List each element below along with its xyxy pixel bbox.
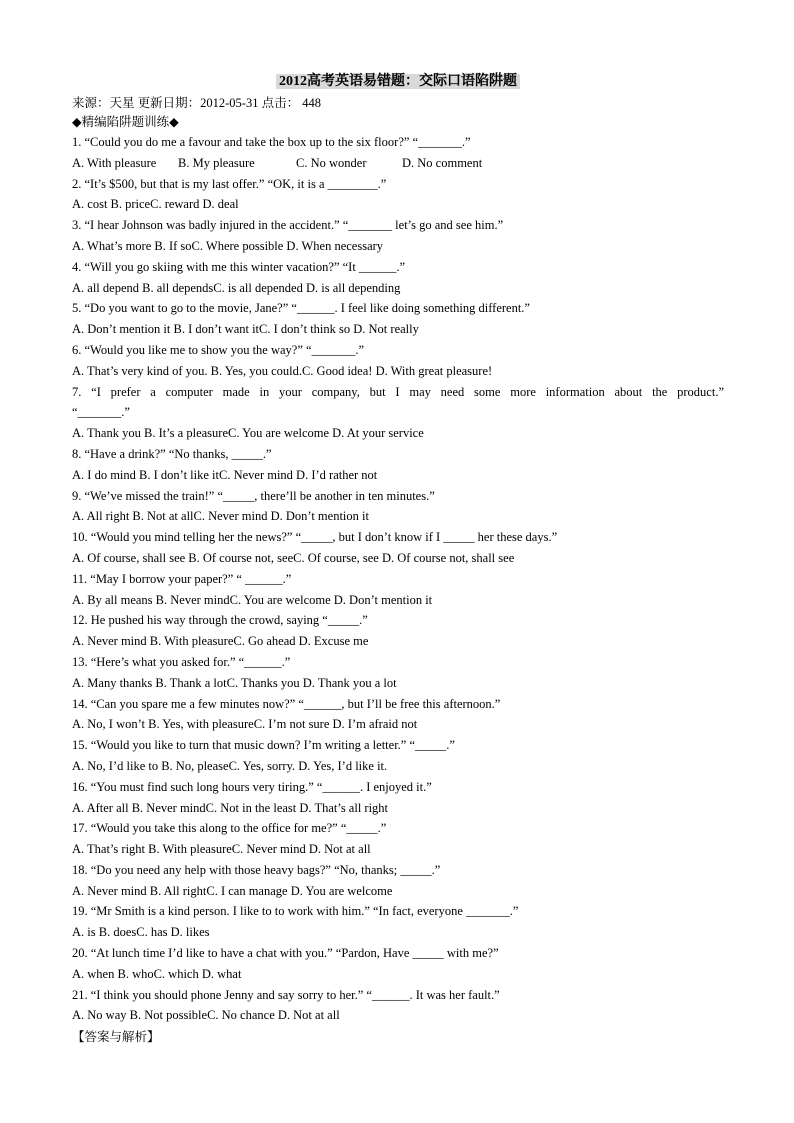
question-14: 14. “Can you spare me a few minutes now?” “______, but I’ll be free this afternoon.”	[72, 696, 501, 711]
option-c: C. No wonder	[296, 155, 367, 170]
question-16-options: A. After all B. Never mindC. Not in the least D. That’s all right	[72, 800, 389, 815]
question-8-options: A. I do mind B. I don’t like itC. Never mind D. I’d rather not	[72, 467, 378, 482]
question-4: 4. “Will you go skiing with me this winter vacation?” “It ______.”	[72, 259, 406, 274]
question-20-options: A. when B. whoC. which D. what	[72, 966, 242, 981]
question-7: 7. “I prefer a computer made in your company, but I may need some more information about the product.”	[72, 384, 724, 399]
question-5-options: A. Don’t mention it B. I don’t want itC. I don’t think so D. Not really	[72, 322, 419, 337]
question-19-options: A. is B. doesC. has D. likes	[72, 925, 210, 940]
question-1: 1. “Could you do me a favour and take the box up to the six floor?” “_______.”	[72, 135, 471, 149]
question-17: 17. “Would you take this along to the office for me?” “_____.”	[72, 821, 387, 836]
question-2: 2. “It’s $500, but that is my last offer.” “OK, it is a ________.”	[72, 176, 387, 191]
question-9-options: A. All right B. Not at allC. Never mind D. Don’t mention it	[72, 509, 369, 524]
question-13-options: A. Many thanks B. Thank a lotC. Thanks you D. Thank you a lot	[72, 675, 397, 690]
question-21: 21. “I think you should phone Jenny and say sorry to her.” “______. It was her fault.”	[72, 987, 500, 1002]
question-10-options: A. Of course, shall see B. Of course not, seeC. Of course, see D. Of course not, shall see	[72, 550, 515, 565]
question-16: 16. “You must find such long hours very tiring.” “______. I enjoyed it.”	[72, 779, 432, 794]
question-4-options: A. all depend B. all dependsC. is all depended D. is all depending	[72, 280, 401, 295]
question-10: 10. “Would you mind telling her the news?” “_____, but I don’t know if I _____ her these days.”	[72, 530, 558, 545]
section-heading: ◆精编陷阱题训练◆	[72, 115, 179, 129]
question-18-options: A. Never mind B. All rightC. I can manage D. You are welcome	[72, 883, 393, 898]
option-d: D. No comment	[402, 155, 483, 170]
question-14-options: A. No, I won’t B. Yes, with pleasureC. I’m not sure D. I’m afraid not	[72, 717, 418, 732]
answer-heading: 【答案与解析】	[72, 1030, 160, 1045]
question-11: 11. “May I borrow your paper?” “ ______.”	[72, 571, 292, 586]
question-3: 3. “I hear Johnson was badly injured in the accident.” “_______ let’s go and see him.”	[72, 218, 504, 233]
question-12: 12. He pushed his way through the crowd, saying “_____.”	[72, 613, 368, 628]
question-19: 19. “Mr Smith is a kind person. I like to to work with him.” “In fact, everyone _______.”	[72, 904, 519, 919]
question-20: 20. “At lunch time I’d like to have a chat with you.” “Pardon, Have _____ with me?”	[72, 946, 499, 961]
question-2-options: A. cost B. priceC. reward D. deal	[72, 197, 239, 212]
question-1-options	[72, 153, 724, 174]
question-15-options: A. No, I’d like to B. No, pleaseC. Yes, sorry. D. Yes, I’d like it.	[72, 758, 388, 773]
question-18: 18. “Do you need any help with those heavy bags?” “No, thanks; _____.”	[72, 862, 441, 877]
question-7-options: A. Thank you B. It’s a pleasureC. You are welcome D. At your service	[72, 426, 424, 441]
question-13: 13. “Here’s what you asked for.” “______.”	[72, 654, 291, 669]
question-7-continued: “_______.”	[72, 405, 130, 420]
document-meta: 来源：天星 更新日期：2012-05-31 点击： 448	[72, 96, 321, 110]
question-list	[72, 132, 724, 1026]
document-title: 2012高考英语易错题：交际口语陷阱题	[72, 72, 724, 92]
option-b: B. My pleasure	[178, 155, 255, 170]
question-15: 15. “Would you like to turn that music down? I’m writing a letter.” “_____.”	[72, 738, 455, 753]
question-6-options: A. That’s very kind of you. B. Yes, you could.C. Good idea! D. With great pleasure!	[72, 363, 493, 378]
question-6: 6. “Would you like me to show you the way?” “_______.”	[72, 342, 364, 357]
question-12-options: A. Never mind B. With pleasureC. Go ahead D. Excuse me	[72, 634, 369, 649]
question-9: 9. “We’ve missed the train!” “_____, there’ll be another in ten minutes.”	[72, 488, 435, 503]
option-a: A. With pleasure	[72, 155, 157, 170]
question-21-options: A. No way B. Not possibleC. No chance D. Not at all	[72, 1008, 340, 1023]
question-17-options: A. That’s right B. With pleasureC. Never mind D. Not at all	[72, 842, 371, 857]
question-5: 5. “Do you want to go to the movie, Jane?” “______. I feel like doing something different.”	[72, 301, 530, 316]
question-8: 8. “Have a drink?” “No thanks, _____.”	[72, 446, 272, 461]
question-3-options: A. What’s more B. If soC. Where possible D. When necessary	[72, 238, 384, 253]
question-11-options: A. By all means B. Never mindC. You are welcome D. Don’t mention it	[72, 592, 433, 607]
